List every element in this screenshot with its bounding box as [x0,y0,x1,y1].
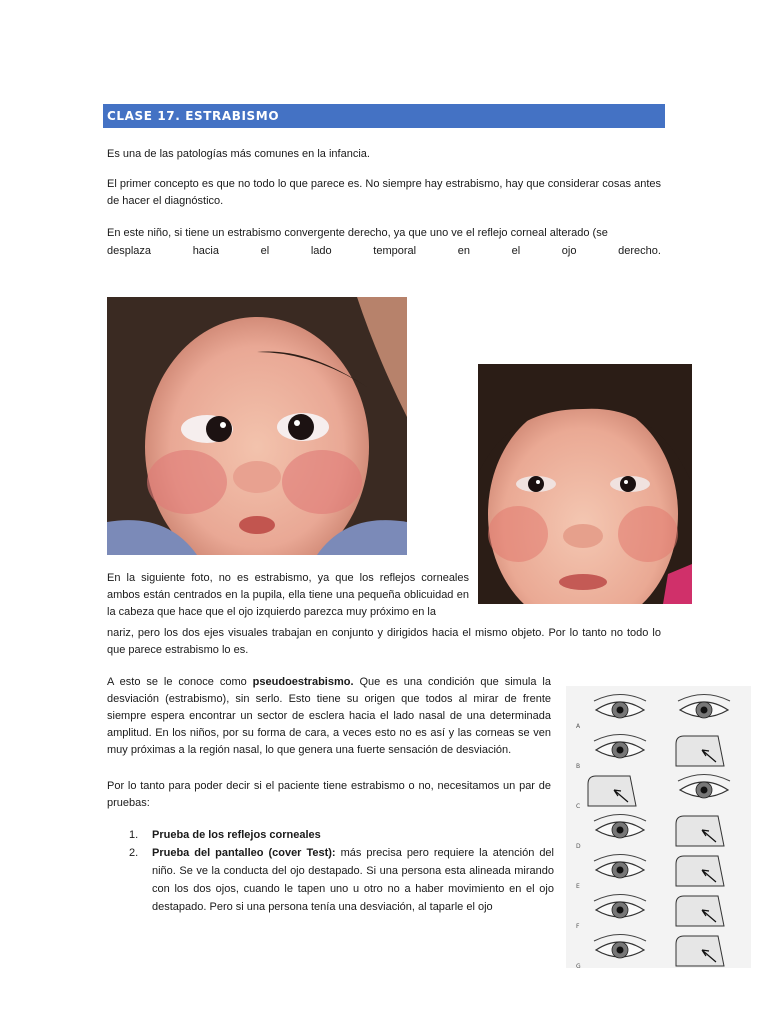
justified-word: derecho. [618,245,661,257]
row-letter: E [576,883,580,890]
justified-word: en [457,245,470,257]
paragraph-tests-intro: Por lo tanto para poder decir si el paciente tiene estrabismo o no, necesitamos un par de pruebas: [107,780,551,809]
justified-word: temporal [373,245,417,257]
eye-icon [594,815,646,839]
row-letter: D [576,843,581,850]
justified-word: lado [310,245,332,257]
eye-icon [594,935,646,959]
row-letter: B [576,763,581,770]
section-title: CLASE 17. ESTRABISMO [103,104,665,128]
eye-icon [594,735,646,759]
term-pseudoestrabismo: pseudoestrabismo. [252,676,354,688]
cover-card-icon [676,936,724,966]
paragraph-concept: El primer concepto es que no todo lo que parece es. No siempre hay estrabismo, hay que considerar cosas antes de hacer el diagnóstico. [107,178,661,207]
eye-icon [594,895,646,919]
baby-strabismus-photo [107,297,407,555]
eye-icon [678,695,730,719]
cover-test-diagram [566,686,751,968]
paragraph-case-line1: En este niño, si tiene un estrabismo convergente derecho, ya que uno ve el reflejo corneal alterado (se [107,227,608,239]
eye-icon [594,855,646,879]
paragraph-photo-wrapped: En la siguiente foto, no es estrabismo, ya que los reflejos corneales ambos están centrados en la pupila, ella tiene una pequeña oblicuidad en la cabeza que hace que el ojo izquierdo parezca muy próximo en la [107,572,469,618]
justified-word: ojo [561,245,577,257]
row-letter: A [576,723,581,730]
paragraph-intro: Es una de las patologías más comunes en la infancia. [107,148,370,160]
paragraph-case-line2 [107,243,661,260]
row-letter: C [576,803,581,810]
eye-icon [594,695,646,719]
cover-card-icon [676,896,724,926]
tests-list [107,826,554,916]
cover-card-icon [676,736,724,766]
paragraph-photo-full: nariz, pero los dos ejes visuales trabajan en conjunto y dirigidos hacia el mismo objeto. Por lo tanto no todo lo que parece estrabismo lo es. [107,627,661,656]
row-letter: G [576,963,581,968]
paragraph-pseudostrabismus: A esto se le conoce como pseudoestrabismo. Que es una condición que simula la desviación (estrabismo), sin serlo. Esto tiene su origen que todos al mirar de frente siempre espera encontrar un sector de esclera hacia el lado nasal de una determinada amplitud. En los niños, por su forma de cara, a veces esto no es así y las corneas se ven muy próximas a la región nasal, lo que genera una fuerte sensación de desviación. [107,676,551,756]
justified-word: hacia [192,245,219,257]
justified-word: desplaza [107,245,152,257]
row-letter: F [576,923,580,930]
list-item: 1. Prueba de los reflejos corneales [129,829,321,841]
eye-icon [678,775,730,799]
cover-card-icon [676,856,724,886]
cover-card-icon [676,816,724,846]
cover-card-icon [588,776,636,806]
list-item: 2. Prueba del pantalleo (cover Test): más precisa pero requiere la atención del niño. Se ve la conducta del ojo destapado. Si una persona esta alineada mirando con los dos ojos, cuando le tapen uno u otro no a haber movimiento en el ojo destapado. Pero si una persona tenía una desviación, al taparle el ojo [129,847,554,913]
girl-pseudostrabismus-photo [478,364,692,604]
justified-word: el [511,245,521,257]
justified-word: el [260,245,270,257]
